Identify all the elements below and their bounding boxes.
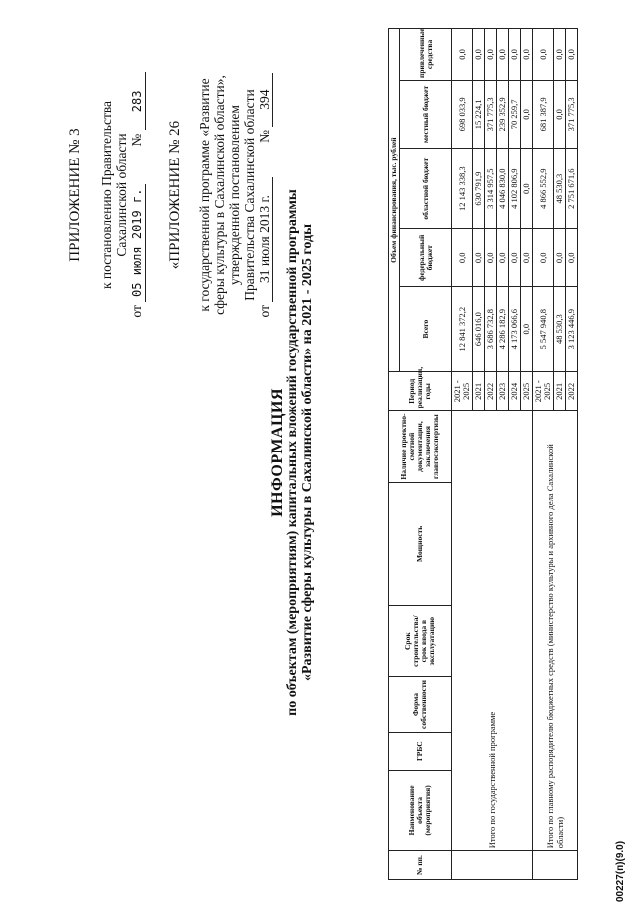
appendix-26-line4: Правительства Сахалинской области xyxy=(242,89,257,301)
cell-regional: 3 314 957,5 xyxy=(485,148,497,229)
cell-period: 2022 xyxy=(485,372,497,411)
appendix-26-line2: сферы культуры в Сахалинской области», xyxy=(212,75,227,315)
date-prefix: от xyxy=(257,304,272,318)
cell-total: 3 123 446,9 xyxy=(566,287,578,372)
appendix-26-title: «ПРИЛОЖЕНИЕ № 26 xyxy=(167,120,183,270)
cell-federal: 0,0 xyxy=(452,229,473,287)
cell-other: 0,0 xyxy=(533,29,554,81)
cell-federal: 0,0 xyxy=(509,229,521,287)
capital-investment-table xyxy=(388,28,578,880)
appendix-3-date-line xyxy=(129,45,146,345)
document-code: 00227(п)(9.0) xyxy=(615,840,626,902)
cell-regional: 630 791,9 xyxy=(473,148,485,229)
col-local: местный бюджет xyxy=(400,80,452,148)
appendix-3-title: ПРИЛОЖЕНИЕ № 3 xyxy=(67,128,83,262)
appendix-3-line2: Сахалинской области xyxy=(114,133,129,257)
heading-title: ИНФОРМАЦИЯ xyxy=(269,388,286,517)
cell-period: 2022 xyxy=(566,372,578,411)
cell-period: 2021 - 2025 xyxy=(533,372,554,411)
cell-period: 2021 xyxy=(473,372,485,411)
cell-other: 0,0 xyxy=(452,29,473,81)
cell-period: 2024 xyxy=(509,372,521,411)
heading-line1: по объектам (мероприятиям) капитальных вложений государственной программы xyxy=(285,189,300,716)
table-row xyxy=(452,29,473,880)
cell-local: 0,0 xyxy=(521,80,533,148)
appendix-3-number: 283 xyxy=(130,72,146,130)
cell-local: 371 775,3 xyxy=(566,80,578,148)
col-ownership: Форма собственности xyxy=(389,677,452,732)
cell-regional: 4 866 552,9 xyxy=(533,148,554,229)
cell-total: 48 530,3 xyxy=(554,287,566,372)
appendix-26-line1: к государственной программе «Развитие xyxy=(197,78,212,312)
cell-total: 3 686 732,8 xyxy=(485,287,497,372)
col-capacity: Мощность xyxy=(389,482,452,605)
cell-federal: 0,0 xyxy=(497,229,509,287)
cell-regional: 2 751 671,6 xyxy=(566,148,578,229)
group-label: Итого по государственной программе xyxy=(452,411,533,851)
col-regional: областной бюджет xyxy=(400,148,452,229)
cell-federal: 0,0 xyxy=(533,229,554,287)
document-heading xyxy=(270,0,315,905)
cell-federal: 0,0 xyxy=(485,229,497,287)
appendix-3-date: 05 июля 2019 г. xyxy=(130,184,146,302)
appendix-26-date: 31 июля 2013 г. xyxy=(257,177,273,302)
appendix-3-line1: к постановлению Правительства xyxy=(99,100,114,290)
table-row xyxy=(533,29,554,880)
cell-local: 371 775,3 xyxy=(485,80,497,148)
col-construction: Срок строительства/срок ввода в эксплуатацию xyxy=(389,605,452,676)
row-number-cell xyxy=(452,851,533,880)
col-name: Наименование объекта (мероприятия) xyxy=(389,770,452,851)
cell-other: 0,0 xyxy=(521,29,533,81)
appendix-26-number: 394 xyxy=(257,73,273,127)
date-prefix: от xyxy=(129,305,144,318)
cell-other: 0,0 xyxy=(473,29,485,81)
cell-regional: 48 530,3 xyxy=(554,148,566,229)
cell-regional: 12 143 338,3 xyxy=(452,148,473,229)
cell-period: 2023 xyxy=(497,372,509,411)
cell-other: 0,0 xyxy=(509,29,521,81)
col-num: № пп. xyxy=(389,851,452,880)
cell-total: 4 173 066,6 xyxy=(509,287,521,372)
cell-local: 698 033,9 xyxy=(452,80,473,148)
cell-other: 0,0 xyxy=(566,29,578,81)
cell-other: 0,0 xyxy=(497,29,509,81)
group-label: Итого по главному распорядителю бюджетных средств (министерство культуры и архивного дела Сахалинской области) xyxy=(533,411,578,851)
cell-federal: 0,0 xyxy=(521,229,533,287)
col-grbs: ГРБС xyxy=(389,732,452,770)
cell-regional: 4 046 830,0 xyxy=(497,148,509,229)
row-number-cell xyxy=(533,851,578,880)
cell-regional: 4 102 806,9 xyxy=(509,148,521,229)
cell-local: 15 224,1 xyxy=(473,80,485,148)
number-label: № xyxy=(129,133,144,147)
cell-local: 239 352,9 xyxy=(497,80,509,148)
number-label: № xyxy=(257,129,272,143)
col-funding-group: Объем финансирования, тыс. рублей xyxy=(389,29,400,372)
appendix-3-block xyxy=(68,45,146,345)
table-body xyxy=(452,29,578,880)
col-other: привлеченные средства xyxy=(400,29,452,81)
cell-total: 5 547 940,8 xyxy=(533,287,554,372)
col-design-docs: Наличие проектно-сметной документации, заключения главгосэкспертизы xyxy=(389,411,452,482)
appendix-26-block xyxy=(168,45,273,345)
col-period: Период реализации, годы xyxy=(389,372,452,411)
cell-federal: 0,0 xyxy=(473,229,485,287)
heading-line2: «Развитие сферы культуры в Сахалинской области» на 2021 - 2025 годы xyxy=(300,223,315,682)
cell-other: 0,0 xyxy=(554,29,566,81)
cell-local: 0,0 xyxy=(554,80,566,148)
cell-total: 0,0 xyxy=(521,287,533,372)
cell-federal: 0,0 xyxy=(566,229,578,287)
col-total: Всего xyxy=(400,287,452,372)
cell-period: 2025 xyxy=(521,372,533,411)
cell-regional: 0,0 xyxy=(521,148,533,229)
cell-total: 646 016,0 xyxy=(473,287,485,372)
cell-period: 2021 - 2025 xyxy=(452,372,473,411)
cell-local: 681 387,9 xyxy=(533,80,554,148)
cell-total: 4 286 182,9 xyxy=(497,287,509,372)
cell-period: 2021 xyxy=(554,372,566,411)
cell-total: 12 841 372,2 xyxy=(452,287,473,372)
cell-local: 70 259,7 xyxy=(509,80,521,148)
cell-federal: 0,0 xyxy=(554,229,566,287)
appendix-26-line3: утвержденной постановлением xyxy=(227,105,242,285)
header-row-1 xyxy=(389,29,400,880)
cell-other: 0,0 xyxy=(485,29,497,81)
col-federal: федеральный бюджет xyxy=(400,229,452,287)
